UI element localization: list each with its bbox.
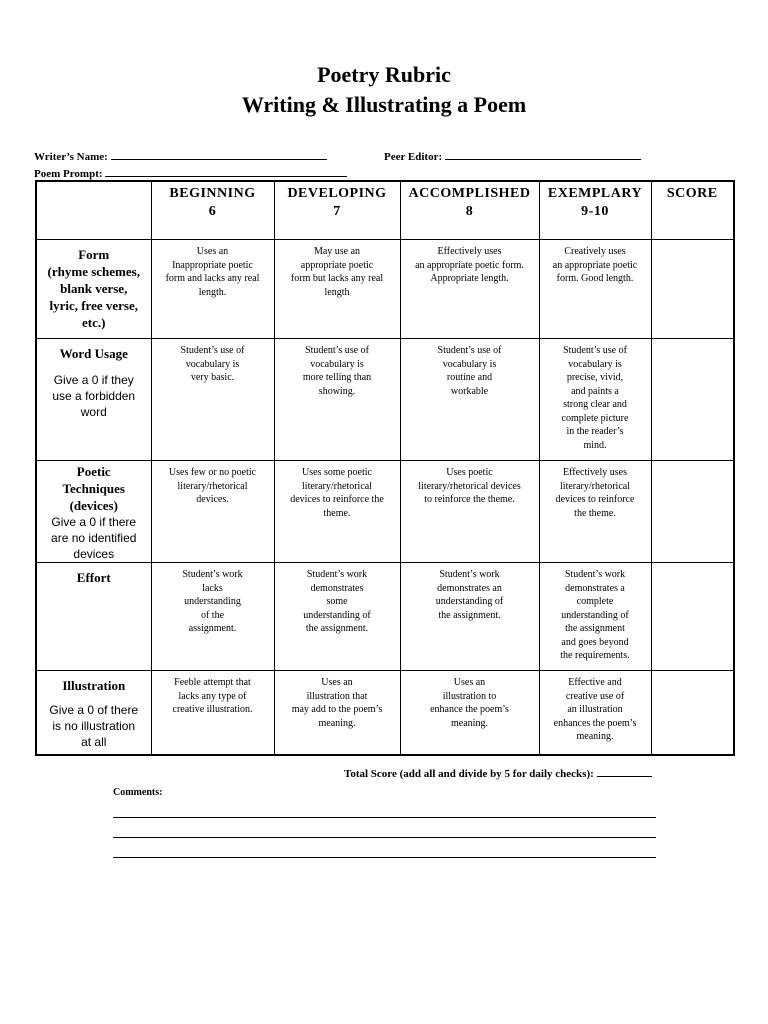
total-score-field[interactable] (344, 766, 652, 780)
criterion-name: Poetic Techniques (devices) (62, 464, 125, 513)
rubric-cell-beginning: Student’s work lacks understanding of the assignment. (151, 563, 274, 671)
criterion-cell (36, 563, 151, 671)
criterion-name: Form (rhyme schemes, blank verse, lyric, free verse, etc.) (47, 247, 140, 330)
header-label: DEVELOPING (287, 186, 387, 201)
rubric-cell-accomplished: Uses an illustration to enhance the poem’s meaning. (400, 671, 539, 755)
score-cell[interactable] (651, 461, 734, 563)
criterion-cell (36, 240, 151, 339)
criterion-name: Effort (76, 570, 111, 585)
criterion-cell (36, 339, 151, 461)
score-cell[interactable] (651, 563, 734, 671)
rubric-cell-beginning: Uses few or no poetic literary/rhetorical devices. (151, 461, 274, 563)
header-points: 8 (465, 204, 474, 219)
writer-name-line[interactable] (111, 149, 327, 160)
rubric-cell-exemplary: Student’s work demonstrates a complete understanding of the assignment and goes beyond the requirements. (539, 563, 651, 671)
score-cell[interactable] (651, 339, 734, 461)
rubric-cell-developing: Student’s use of vocabulary is more telling than showing. (274, 339, 400, 461)
criterion-cell (36, 461, 151, 563)
rubric-cell-developing: Student’s work demonstrates some understanding of the assignment. (274, 563, 400, 671)
writer-name-label: Writer’s Name: (34, 151, 108, 163)
table-row (36, 240, 734, 339)
table-row (36, 563, 734, 671)
rubric-cell-beginning: Uses an Inappropriate poetic form and lacks any real length. (151, 240, 274, 339)
criterion-name: Word Usage (59, 346, 128, 361)
header-points: 7 (333, 204, 341, 219)
header-developing (274, 181, 400, 240)
rubric-cell-developing: May use an appropriate poetic form but lacks any real length (274, 240, 400, 339)
poem-prompt-label: Poem Prompt: (34, 168, 103, 180)
table-row (36, 671, 734, 755)
rubric-cell-exemplary: Student’s use of vocabulary is precise, vivid, and paints a strong clear and complete picture in the reader’s mind. (539, 339, 651, 461)
rubric-cell-accomplished: Student’s use of vocabulary is routine and workable (400, 339, 539, 461)
header-blank (36, 181, 151, 240)
writer-name-field[interactable] (34, 149, 327, 163)
header-points: 6 (208, 204, 217, 219)
criterion-note: Give a 0 if they use a forbidden word (52, 373, 136, 419)
peer-editor-label: Peer Editor: (384, 151, 443, 163)
header-row (36, 181, 734, 240)
rubric-table (35, 180, 735, 756)
poem-prompt-field[interactable] (34, 166, 347, 180)
header-label: EXEMPLARY (547, 186, 643, 201)
total-score-line[interactable] (597, 766, 652, 777)
rubric-cell-beginning: Student’s use of vocabulary is very basic. (151, 339, 274, 461)
rubric-cell-developing: Uses some poetic literary/rhetorical devices to reinforce the theme. (274, 461, 400, 563)
peer-editor-line[interactable] (445, 149, 641, 160)
header-label: ACCOMPLISHED (408, 186, 531, 201)
rubric-cell-exemplary: Effective and creative use of an illustration enhances the poem’s meaning. (539, 671, 651, 755)
poem-prompt-line[interactable] (105, 166, 347, 177)
header-label: BEGINNING (169, 186, 256, 201)
rubric-cell-exemplary: Effectively uses literary/rhetorical devices to reinforce the theme. (539, 461, 651, 563)
criterion-cell (36, 671, 151, 755)
criterion-name: Illustration (62, 678, 126, 693)
comment-line[interactable] (113, 837, 656, 838)
header-label: SCORE (666, 186, 718, 201)
rubric-cell-developing: Uses an illustration that may add to the poem’s meaning. (274, 671, 400, 755)
total-score-label: Total Score (add all and divide by 5 for daily checks): (344, 768, 594, 780)
rubric-cell-beginning: Feeble attempt that lacks any type of creative illustration. (151, 671, 274, 755)
header-accomplished (400, 181, 539, 240)
criterion-note: Give a 0 if there are no identified devices (51, 515, 137, 561)
comments-label: Comments: (113, 787, 163, 798)
rubric-cell-accomplished: Uses poetic literary/rhetorical devices to reinforce the theme. (400, 461, 539, 563)
comment-line[interactable] (113, 817, 656, 818)
header-points: 9-10 (581, 204, 609, 219)
header-exemplary (539, 181, 651, 240)
table-row (36, 461, 734, 563)
score-cell[interactable] (651, 671, 734, 755)
header-beginning (151, 181, 274, 240)
score-cell[interactable] (651, 240, 734, 339)
document-subtitle: Writing & Illustrating a Poem (241, 92, 527, 117)
header-score (651, 181, 734, 240)
criterion-note: Give a 0 of there is no illustration at all (49, 703, 139, 749)
peer-editor-field[interactable] (384, 149, 641, 163)
comment-line[interactable] (113, 857, 656, 858)
rubric-cell-exemplary: Creatively uses an appropriate poetic form. Good length. (539, 240, 651, 339)
document-title: Poetry Rubric (317, 62, 451, 87)
rubric-cell-accomplished: Effectively uses an appropriate poetic form. Appropriate length. (400, 240, 539, 339)
table-row (36, 339, 734, 461)
rubric-cell-accomplished: Student’s work demonstrates an understanding of the assignment. (400, 563, 539, 671)
